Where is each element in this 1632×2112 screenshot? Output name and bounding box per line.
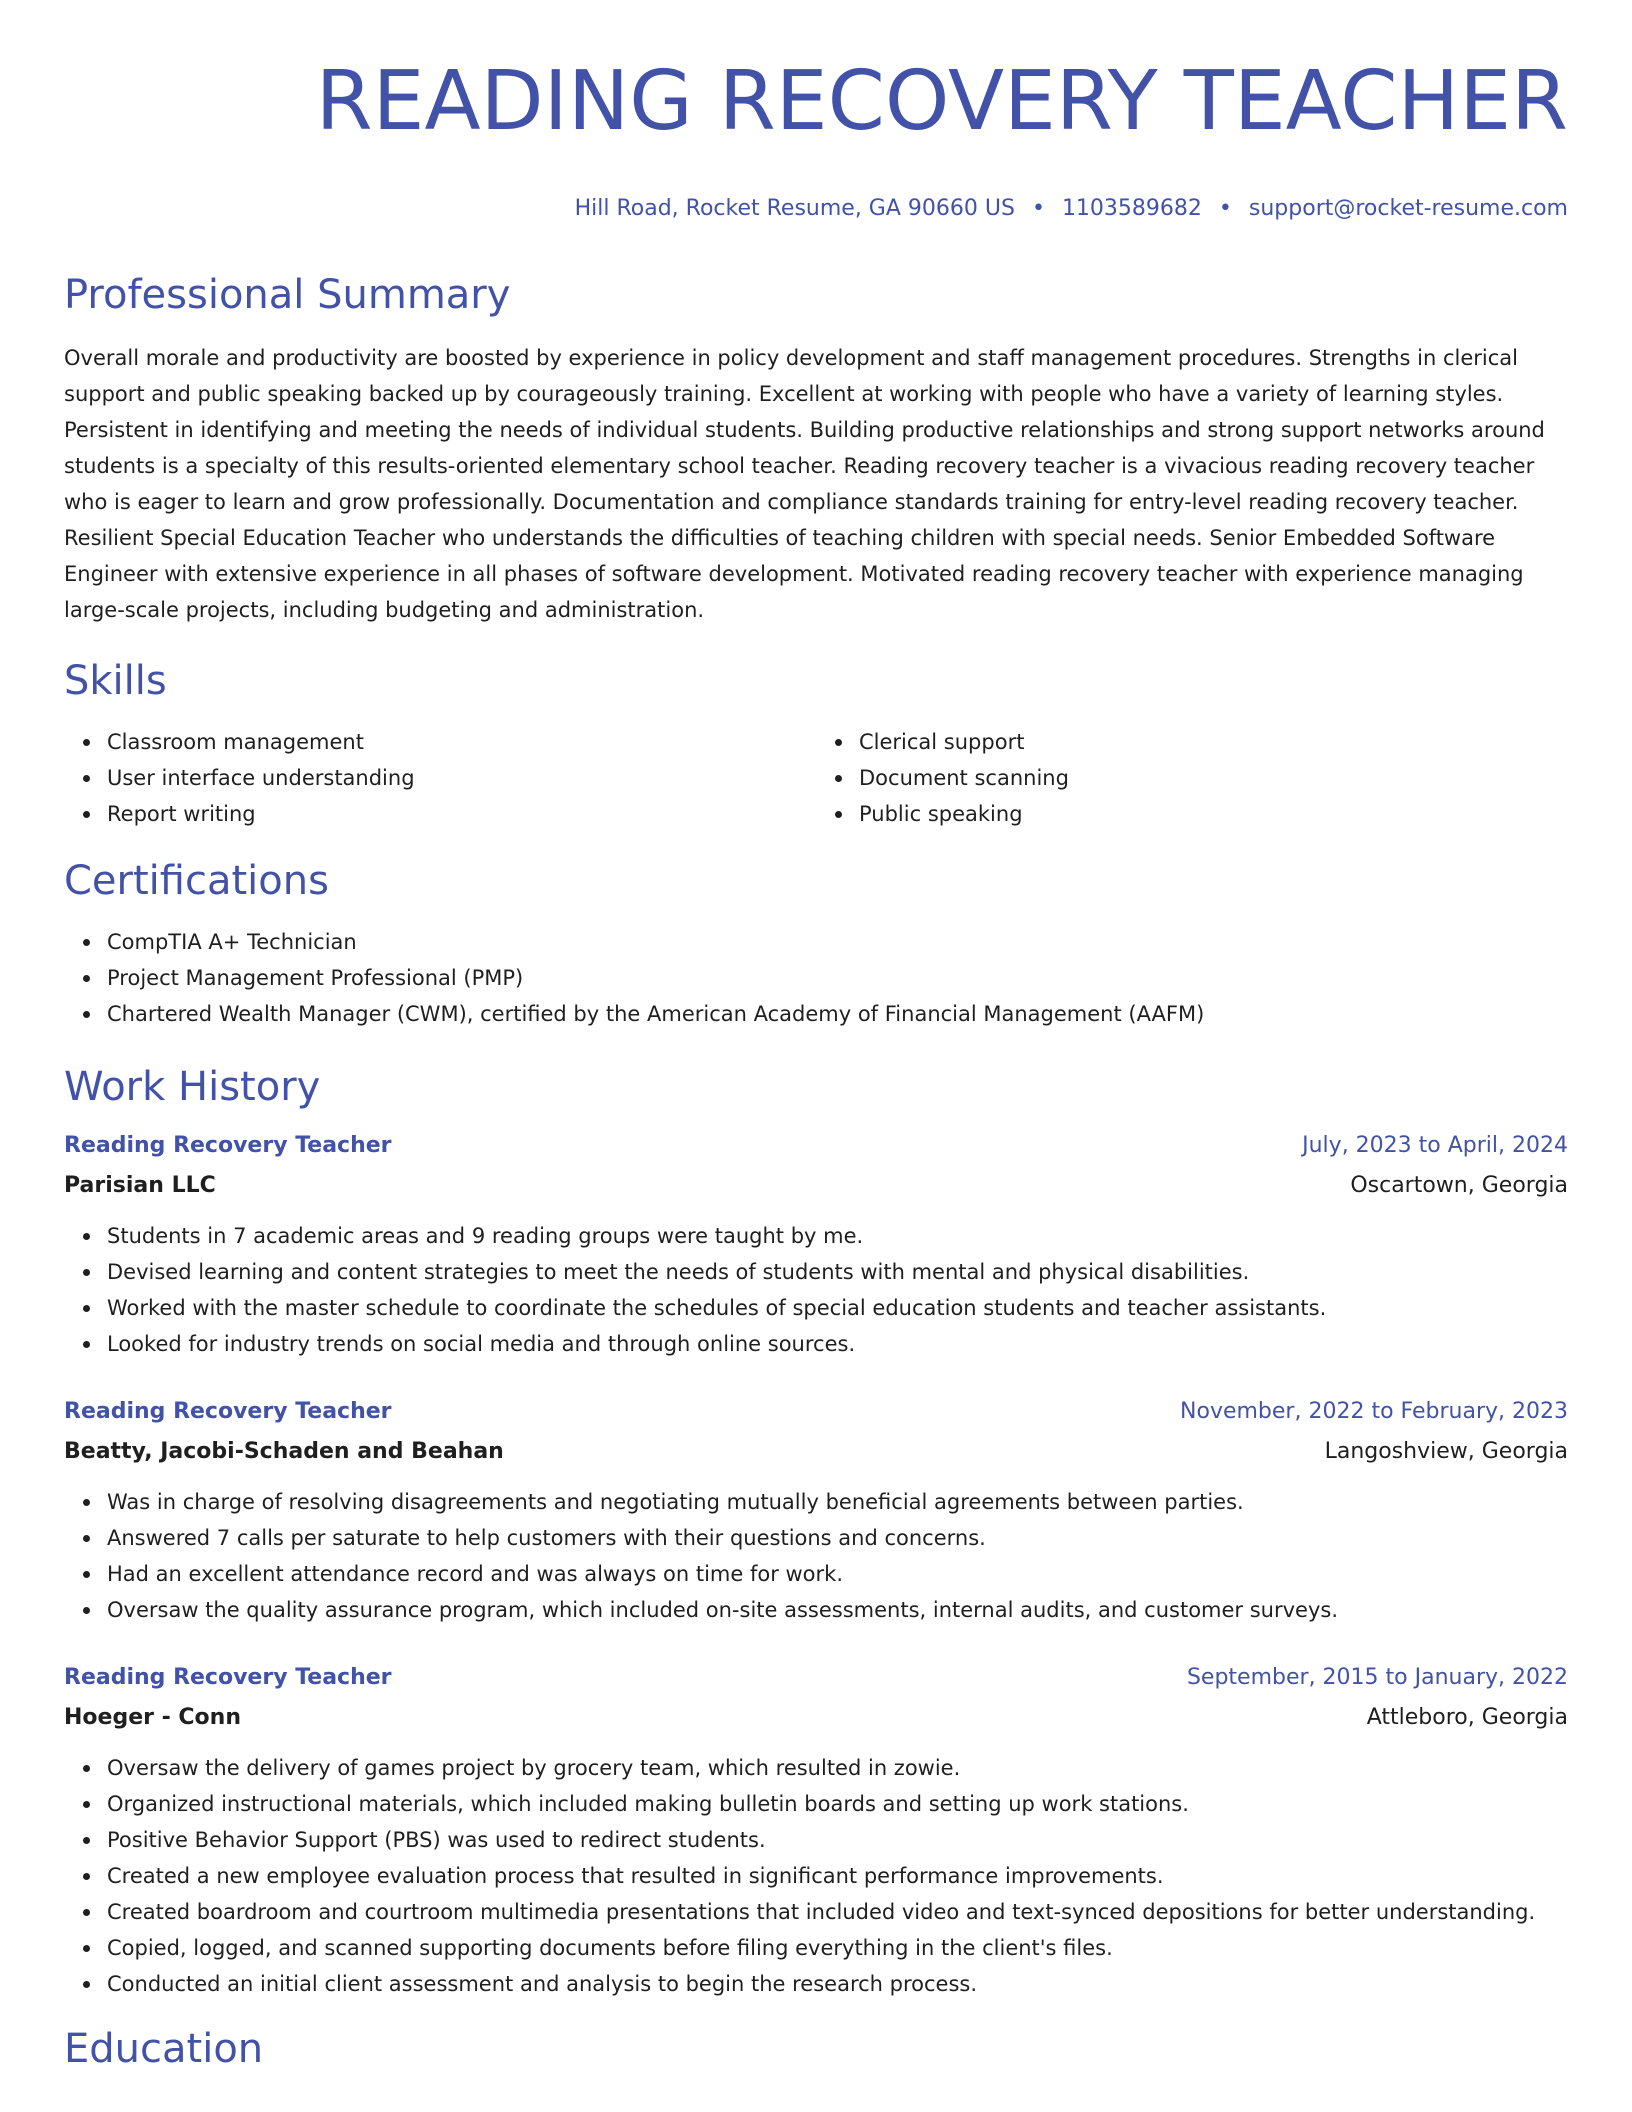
job-company-row xyxy=(64,1166,1568,1206)
job-entry xyxy=(64,1392,1568,1628)
skills-column-left xyxy=(64,724,816,832)
summary-text: Overall morale and productivity are boosted by experience in policy development and staff management procedures. Strengths in clerical support and public speaking backed up by courageously training. Excellent at working with people who have a variety of learning styles. Persistent in identifying and meeting the needs of individual students. Building productive relationships and strong support networks around students is a specialty of this results-oriented elementary school teacher. Reading recovery teacher is a vivacious reading recovery teacher who is eager to learn and grow professionally. Documentation and compliance standards training for entry-level reading recovery teacher. Resilient Special Education Teacher who understands the difficulties of teaching children with special needs. Senior Embedded Software Engineer with extensive experience in all phases of software development. Motivated reading recovery teacher with experience managing large-scale projects, including budgeting and administration. xyxy=(64,346,1545,622)
job-bullet: Answered 7 calls per saturate to help customers with their questions and concerns. xyxy=(107,1520,1568,1556)
resume-title: READING RECOVERY TEACHER xyxy=(315,54,1568,149)
job-entry xyxy=(64,1126,1568,1362)
contact-phone: 1103589682 xyxy=(1061,196,1202,221)
job-bullet: Was in charge of resolving disagreements and negotiating mutually beneficial agreements between parties. xyxy=(107,1484,1568,1520)
skill-item: Public speaking xyxy=(859,796,1568,832)
job-bullet: Positive Behavior Support (PBS) was used to redirect students. xyxy=(107,1822,1568,1858)
contact-separator: • xyxy=(1218,196,1232,221)
section-title-certifications: Certifications xyxy=(64,858,329,904)
skills-column-right xyxy=(816,724,1568,832)
job-dates: November, 2022 to February, 2023 xyxy=(1180,1399,1568,1424)
certification-item: Chartered Wealth Manager (CWM), certified by the American Academy of Financial Management (AAFM) xyxy=(107,996,1568,1032)
section-title-education: Education xyxy=(64,2026,264,2072)
job-bullet: Had an excellent attendance record and was always on time for work. xyxy=(107,1556,1568,1592)
job-dates: July, 2023 to April, 2024 xyxy=(1302,1133,1568,1158)
contact-address: Hill Road, Rocket Resume, GA 90660 US xyxy=(574,196,1015,221)
skill-item: User interface understanding xyxy=(107,760,816,796)
job-title: Reading Recovery Teacher xyxy=(64,1133,392,1158)
job-dates: September, 2015 to January, 2022 xyxy=(1186,1665,1568,1690)
skill-item: Document scanning xyxy=(859,760,1568,796)
job-header-row xyxy=(64,1126,1568,1166)
job-bullet: Created a new employee evaluation process that resulted in significant performance improvements. xyxy=(107,1858,1568,1894)
job-company-row xyxy=(64,1698,1568,1738)
section-title-skills: Skills xyxy=(64,658,167,704)
job-company: Parisian LLC xyxy=(64,1173,216,1198)
skill-item: Classroom management xyxy=(107,724,816,760)
certification-item: Project Management Professional (PMP) xyxy=(107,960,1568,996)
certification-list xyxy=(64,924,1568,1032)
certification-item: CompTIA A+ Technician xyxy=(107,924,1568,960)
skills-grid xyxy=(64,724,1568,832)
job-company-row xyxy=(64,1432,1568,1472)
job-company: Beatty, Jacobi-Schaden and Beahan xyxy=(64,1439,504,1464)
job-bullet: Students in 7 academic areas and 9 reading groups were taught by me. xyxy=(107,1218,1568,1254)
job-location: Oscartown, Georgia xyxy=(1350,1173,1568,1198)
job-bullet-list xyxy=(64,1750,1568,2002)
contact-info xyxy=(64,194,1568,224)
resume-page xyxy=(64,0,1568,2074)
job-bullet-list xyxy=(64,1218,1568,1362)
contact-email: support@rocket-resume.com xyxy=(1248,196,1568,221)
job-entry xyxy=(64,1658,1568,2002)
job-header-row xyxy=(64,1392,1568,1432)
job-location: Attleboro, Georgia xyxy=(1366,1705,1568,1730)
section-title-work-history: Work History xyxy=(64,1064,321,1110)
job-bullet-list xyxy=(64,1484,1568,1628)
job-company: Hoeger - Conn xyxy=(64,1705,241,1730)
job-bullet: Oversaw the quality assurance program, which included on-site assessments, internal audits, and customer surveys. xyxy=(107,1592,1568,1628)
job-title: Reading Recovery Teacher xyxy=(64,1665,392,1690)
job-bullet: Conducted an initial client assessment and analysis to begin the research process. xyxy=(107,1966,1568,2002)
job-bullet: Oversaw the delivery of games project by grocery team, which resulted in zowie. xyxy=(107,1750,1568,1786)
contact-separator: • xyxy=(1031,196,1045,221)
job-location: Langoshview, Georgia xyxy=(1324,1439,1568,1464)
job-bullet: Looked for industry trends on social media and through online sources. xyxy=(107,1326,1568,1362)
job-bullet: Organized instructional materials, which included making bulletin boards and setting up work stations. xyxy=(107,1786,1568,1822)
job-title: Reading Recovery Teacher xyxy=(64,1399,392,1424)
job-bullet: Created boardroom and courtroom multimedia presentations that included video and text-synced depositions for better understanding. xyxy=(107,1894,1568,1930)
section-title-summary: Professional Summary xyxy=(64,272,511,318)
skill-item: Clerical support xyxy=(859,724,1568,760)
job-bullet: Devised learning and content strategies to meet the needs of students with mental and physical disabilities. xyxy=(107,1254,1568,1290)
job-bullet: Copied, logged, and scanned supporting documents before filing everything in the client's files. xyxy=(107,1930,1568,1966)
skill-item: Report writing xyxy=(107,796,816,832)
job-bullet: Worked with the master schedule to coordinate the schedules of special education students and teacher assistants. xyxy=(107,1290,1568,1326)
job-header-row xyxy=(64,1658,1568,1698)
